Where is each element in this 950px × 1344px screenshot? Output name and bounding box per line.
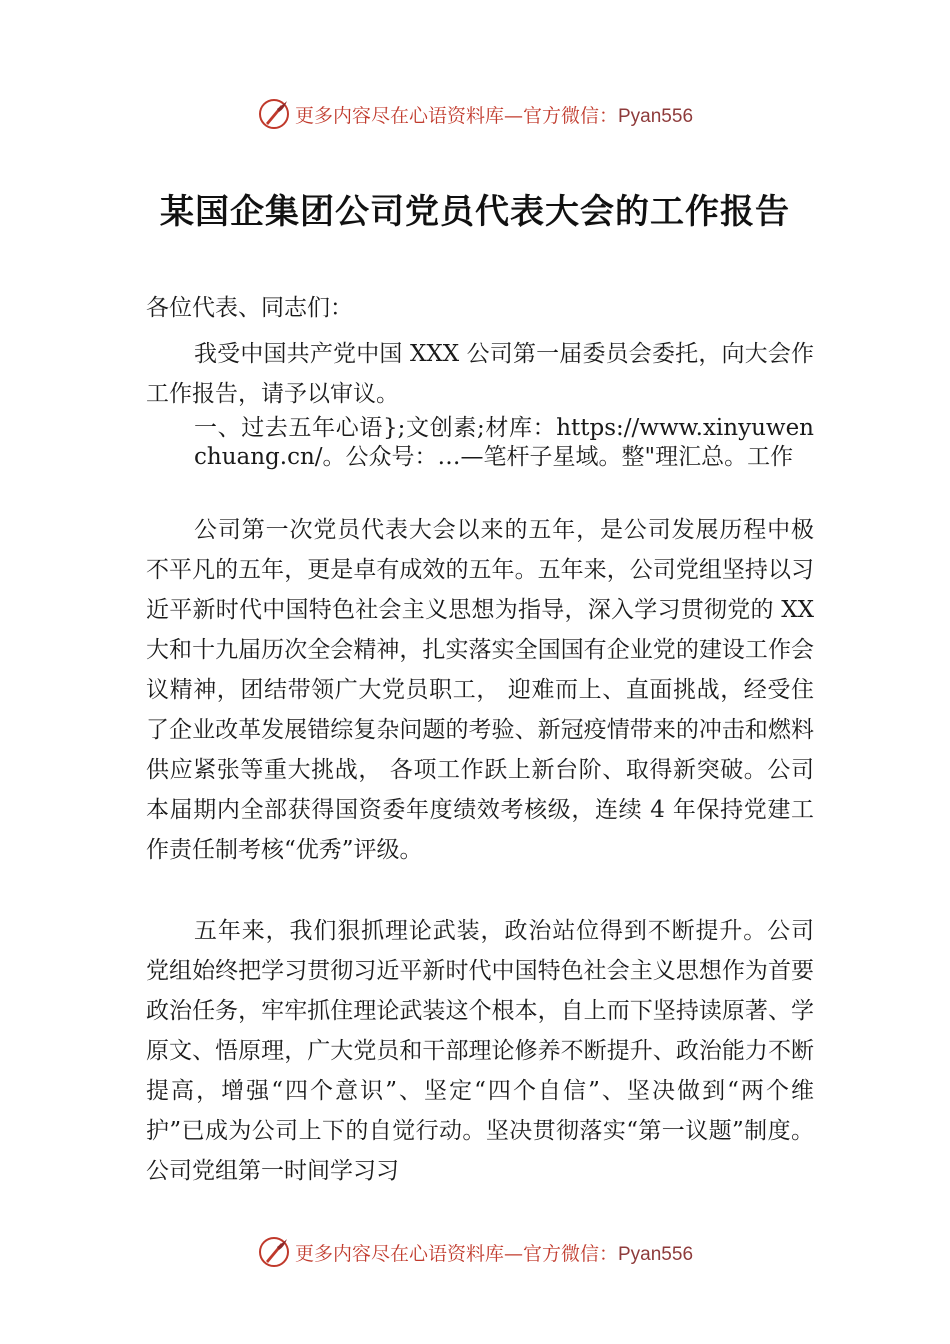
intro-paragraph: 我受中国共产党中国 XXX 公司第一届委员会委托，向大会作工作报告，请予以审议。 [146,341,814,407]
document-title: 某国企集团公司党员代表大会的工作报告 [160,192,790,232]
salutation: 各位代表、同志们： [146,295,353,321]
footer-banner [0,1232,950,1272]
header-banner [0,94,950,134]
feather-pen-logo-icon [257,97,291,131]
wechat-id: Pyan556 [618,1243,694,1265]
banner-text: 更多内容尽在心语资料库—官方微信：Pyan556 [294,1242,694,1265]
feather-pen-logo-icon [257,1235,291,1269]
wechat-id: Pyan556 [618,105,694,127]
body-paragraph-1: 公司第一次党员代表大会以来的五年，是公司发展历程中极不平凡的五年，更是卓有成效的五年。五年来，公司党组坚持以习近平新时代中国特色社会主义思想为指导，深入学习贯彻党的 XX 大和十九届历次全会精神，扎实落实全国国有企业党的建设工作会议精神，团结带领广大党员职工， 迎难而上、直面挑战，经受住了企业改革发展错综复杂问题的考验、新冠疫情带来的冲击和燃料供应紧张等重大挑战， 各项工作跃上新台阶、取得新突破。公司本届期内全部获得国资委年度绩效考核级，连续 4 年保持党建工作责任制考核“优秀”评级。 [146,517,814,863]
section-heading: 一、过去五年心语};文创素;材库：https://www.xinyuwenchuang.cn/。公众号：…—笔杆子星域。整"理汇总。工作 [194,415,814,470]
banner-text: 更多内容尽在心语资料库—官方微信：Pyan556 [294,104,694,127]
body-paragraph-2: 五年来，我们狠抓理论武装，政治站位得到不断提升。公司党组始终把学习贯彻习近平新时代中国特色社会主义思想作为首要政治任务，牢牢抓住理论武装这个根本，自上而下坚持读原著、学原文、悟原理，广大党员和干部理论修养不断提升、政治能力不断提高，增强“四个意识”、坚定“四个自信”、坚决做到“两个维护”已成为公司上下的自觉行动。坚决贯彻落实“第一议题”制度。公司党组第一时间学习习 [146,918,814,1184]
